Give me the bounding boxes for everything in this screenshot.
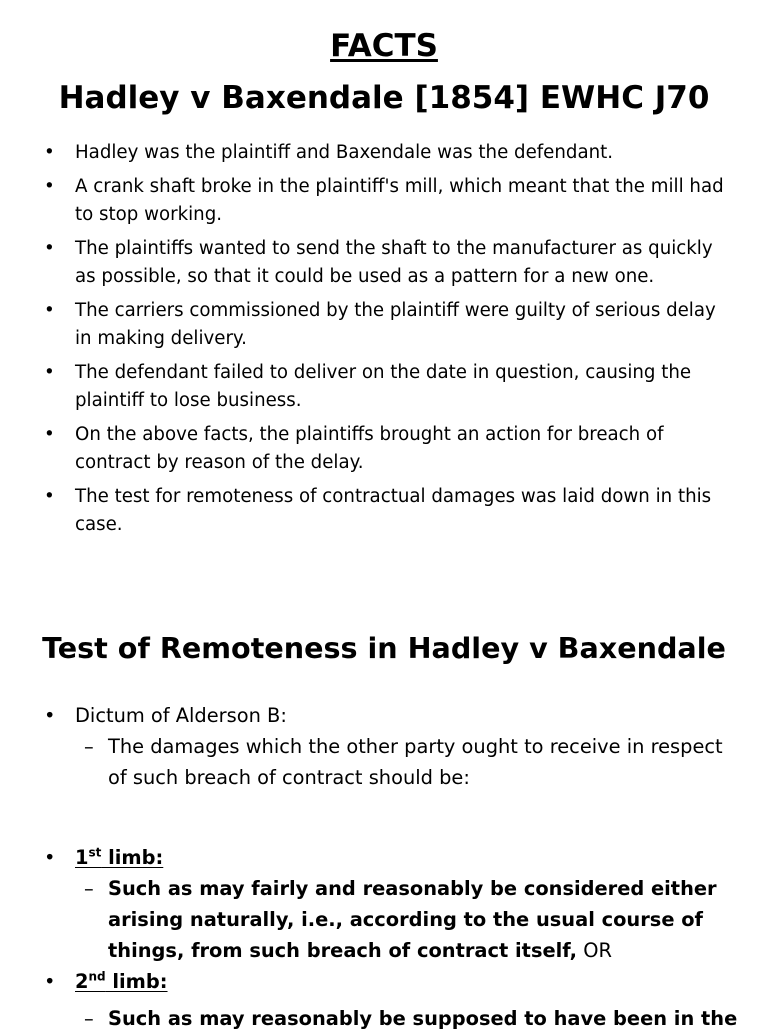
dictum-text: The damages which the other party ought to receive in respect of such breach of contract should be: xyxy=(108,735,723,789)
fact-text: On the above facts, the plaintiffs brought an action for breach of contract by reason of the delay. xyxy=(75,424,664,473)
limb2-text: Such as may reasonably be supposed to have been in the xyxy=(108,1007,738,1030)
dash-icon: – xyxy=(84,735,94,758)
limb1-subitem xyxy=(0,873,768,966)
fact-item xyxy=(0,297,768,353)
limb1-text: Such as may fairly and reasonably be considered either arising naturally, i.e., according to the usual course of things, from such breach of contract itself, xyxy=(108,877,717,962)
fact-item xyxy=(0,173,768,229)
fact-item xyxy=(0,139,768,167)
fact-text: The carriers commissioned by the plaintiff were guilty of serious delay in making delivery. xyxy=(75,300,716,349)
fact-item xyxy=(0,483,768,539)
limb1-or: OR xyxy=(577,939,612,962)
fact-item xyxy=(0,359,768,415)
dictum-subitem xyxy=(0,731,768,793)
limb1-item xyxy=(0,842,768,873)
bullet-icon: • xyxy=(44,704,56,727)
bullet-icon: • xyxy=(44,486,55,507)
bullet-icon: • xyxy=(44,176,55,197)
bullet-icon: • xyxy=(44,362,55,383)
bullet-icon: • xyxy=(44,142,55,163)
dash-icon: – xyxy=(84,1007,94,1030)
fact-text: The defendant failed to deliver on the date in question, causing the plaintiff to lose business. xyxy=(75,362,692,411)
bullet-icon: • xyxy=(44,970,56,993)
facts-heading: FACTS xyxy=(330,28,438,64)
fact-item xyxy=(0,235,768,291)
fact-text: A crank shaft broke in the plaintiff's mill, which meant that the mill had to stop working. xyxy=(75,176,724,225)
dictum-label: Dictum of Alderson B: xyxy=(75,704,287,727)
dictum-block xyxy=(0,700,768,793)
limb2-title: 2nd limb: xyxy=(75,969,168,993)
limb2-item xyxy=(0,966,768,997)
limb2-subitem xyxy=(0,1003,768,1034)
bullet-icon: • xyxy=(44,846,56,869)
bullet-icon: • xyxy=(44,424,55,445)
case-title: Hadley v Baxendale [1854] EWHC J70 xyxy=(58,80,710,116)
fact-item xyxy=(0,421,768,477)
fact-text: Hadley was the plaintiff and Baxendale was the defendant. xyxy=(75,142,614,163)
dash-icon: – xyxy=(84,877,94,900)
bullet-icon: • xyxy=(44,300,55,321)
limb1-block xyxy=(0,842,768,1034)
dictum-item xyxy=(0,700,768,731)
limb1-title: 1st limb: xyxy=(75,845,164,869)
facts-list xyxy=(0,139,768,545)
fact-text: The plaintiffs wanted to send the shaft to the manufacturer as quickly as possible, so that it could be used as a pattern for a new one. xyxy=(75,238,713,287)
test-heading: Test of Remoteness in Hadley v Baxendale xyxy=(42,631,726,665)
bullet-icon: • xyxy=(44,238,55,259)
fact-text: The test for remoteness of contractual damages was laid down in this case. xyxy=(75,486,712,535)
